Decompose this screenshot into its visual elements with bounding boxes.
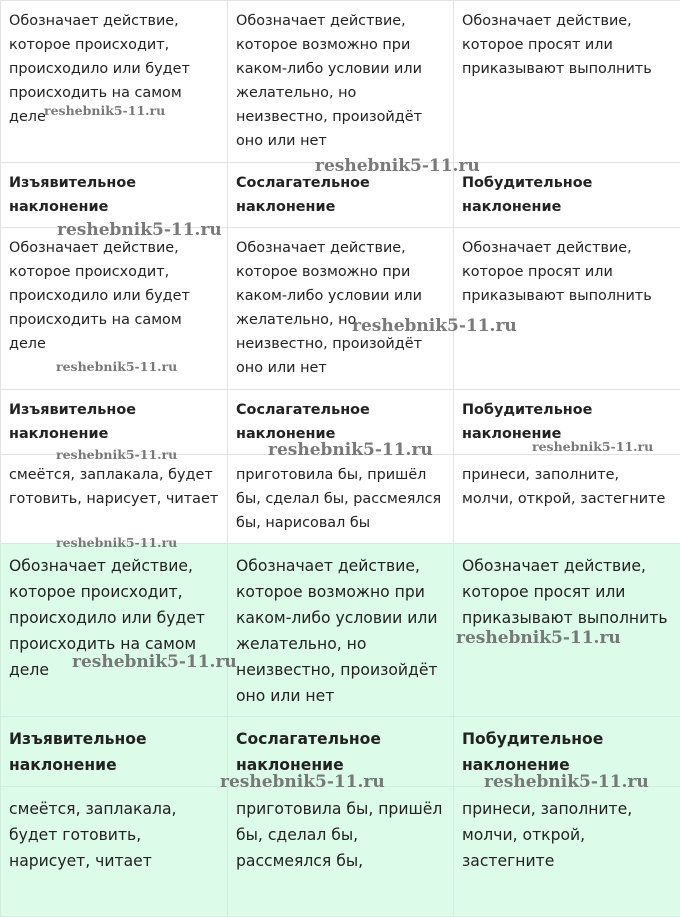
imperative-definition-cell: Обозначает действие, которое просят или приказывают выполнить xyxy=(454,228,680,390)
indicative-header-cell: Изъявительное наклонение xyxy=(1,390,228,455)
indicative-header-cell: Изъявительное наклонение xyxy=(1,163,228,228)
indicative-definition-cell: Обозначает действие, которое происходит, происходило или будет происходить на самом деле xyxy=(1,1,228,163)
indicative-examples-cell: смеётся, заплакала, будет готовить, нарисует, читает xyxy=(1,787,228,917)
watermark: reshebnik5-11.ru xyxy=(220,772,385,792)
imperative-definition-cell: Обозначает действие, которое просят или приказывают выполнить xyxy=(454,544,680,717)
table-row xyxy=(1,228,680,390)
watermark: reshebnik5-11.ru xyxy=(532,439,653,454)
watermark: reshebnik5-11.ru xyxy=(44,103,165,118)
watermark: reshebnik5-11.ru xyxy=(315,156,480,176)
table-row xyxy=(1,163,680,228)
subjunctive-definition-cell: Обозначает действие, которое возможно при каком-либо условии или желательно, но неизвестно, произойдёт оно или нет xyxy=(228,1,454,163)
table-row xyxy=(1,390,680,455)
watermark: reshebnik5-11.ru xyxy=(72,652,237,672)
subjunctive-examples-cell: приготовила бы, пришёл бы, сделал бы, рассмеялся бы, xyxy=(228,787,454,917)
subjunctive-definition-cell: Обозначает действие, которое возможно при каком-либо условии или желательно, но неизвестно, произойдёт оно или нет xyxy=(228,228,454,390)
imperative-header-cell: Побудительное наклонение xyxy=(454,390,680,455)
watermark: reshebnik5-11.ru xyxy=(57,220,222,240)
subjunctive-header-cell: Сослагательное наклонение xyxy=(228,390,454,455)
watermark: reshebnik5-11.ru xyxy=(268,440,433,460)
watermark: reshebnik5-11.ru xyxy=(56,359,177,374)
imperative-header-cell: Побудительное наклонение xyxy=(454,163,680,228)
imperative-header-cell: Побудительное наклонение xyxy=(454,717,680,787)
table-row xyxy=(1,717,680,787)
indicative-definition-cell: Обозначает действие, которое происходит, происходило или будет происходить на самом деле xyxy=(1,228,228,390)
indicative-examples-cell: смеётся, заплакала, будет готовить, нарисует, читает xyxy=(1,455,228,544)
watermark: reshebnik5-11.ru xyxy=(352,316,517,336)
watermark: reshebnik5-11.ru xyxy=(56,535,177,550)
table-row xyxy=(1,544,680,717)
subjunctive-examples-cell: приготовила бы, пришёл бы, сделал бы, рассмеялся бы, нарисовал бы xyxy=(228,455,454,544)
table-row xyxy=(1,455,680,544)
table-row xyxy=(1,1,680,163)
watermark: reshebnik5-11.ru xyxy=(484,772,649,792)
watermark: reshebnik5-11.ru xyxy=(56,447,177,462)
indicative-header-cell: Изъявительное наклонение xyxy=(1,717,228,787)
table-row xyxy=(1,787,680,917)
imperative-examples-cell: принеси, заполните, молчи, открой, застегните xyxy=(454,787,680,917)
subjunctive-definition-cell: Обозначает действие, которое возможно при каком-либо условии или желательно, но неизвестно, произойдёт оно или нет xyxy=(228,544,454,717)
moods-table-bottom xyxy=(0,543,680,917)
subjunctive-header-cell: Сослагательное наклонение xyxy=(228,717,454,787)
indicative-definition-cell: Обозначает действие, которое происходит, происходило или будет происходить на самом деле xyxy=(1,544,228,717)
watermark: reshebnik5-11.ru xyxy=(456,628,621,648)
imperative-definition-cell: Обозначает действие, которое просят или приказывают выполнить xyxy=(454,1,680,163)
subjunctive-header-cell: Сослагательное наклонение xyxy=(228,163,454,228)
imperative-examples-cell: принеси, заполните, молчи, открой, застегните xyxy=(454,455,680,544)
